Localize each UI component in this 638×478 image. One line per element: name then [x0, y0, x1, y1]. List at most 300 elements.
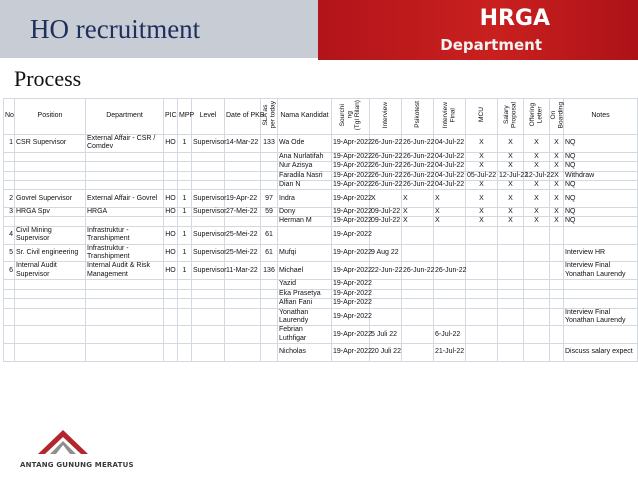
table-row	[4, 171, 638, 180]
table-cell	[402, 344, 434, 362]
table-cell	[466, 262, 498, 280]
table-cell	[278, 226, 332, 244]
column-header-label: Interview	[381, 101, 389, 128]
table-cell: X	[498, 208, 524, 217]
table-cell: 26-Jun-22	[403, 171, 435, 179]
column-header-label: Interview Final	[442, 101, 457, 128]
table-cell	[498, 289, 524, 298]
table-cell	[498, 262, 524, 280]
table-cell: 1	[178, 262, 192, 280]
table-cell: 12-Jul-22	[499, 171, 529, 179]
table-cell: 9 Aug 22	[370, 244, 402, 262]
table-cell: X	[498, 162, 524, 171]
table-cell: 04-Jul-22	[434, 135, 466, 153]
table-cell: 20 Juli 22	[370, 344, 402, 362]
table-cell	[261, 152, 278, 161]
table-cell	[15, 308, 86, 326]
table-body	[4, 135, 638, 362]
table-cell	[192, 289, 225, 298]
table-cell: 136	[261, 262, 278, 280]
table-cell	[164, 171, 178, 180]
table-cell: X	[402, 190, 434, 208]
table-cell: 61	[261, 244, 278, 262]
table-cell: 4	[4, 226, 15, 244]
table-cell: 09-Jul-22	[371, 217, 401, 225]
table-cell	[192, 326, 225, 344]
column-header: Notes	[564, 99, 638, 135]
table-cell: Herman M	[278, 217, 332, 226]
table-cell	[370, 226, 402, 244]
table-row	[4, 208, 638, 217]
table-cell	[192, 299, 225, 308]
table-cell	[4, 280, 15, 289]
table-cell: Febrian Luthfigar	[278, 326, 332, 344]
table-cell: Supervisor	[192, 190, 225, 208]
table-row	[4, 217, 638, 226]
table-cell: Dian N	[278, 181, 332, 190]
table-cell	[178, 171, 192, 180]
table-cell: 133	[261, 135, 278, 153]
table-cell: 19-Apr-2022	[333, 217, 372, 225]
table-cell	[466, 299, 498, 308]
table-cell: 59	[261, 208, 278, 217]
table-cell: 1	[178, 244, 192, 262]
table-cell: Michael	[278, 262, 332, 280]
column-header-label: SLA as per today	[261, 101, 276, 129]
column-header: Department	[86, 99, 164, 135]
table-cell	[261, 280, 278, 289]
table-cell	[86, 299, 164, 308]
table-cell: 04-Jul-22	[435, 181, 465, 189]
column-header-label: On Boarding	[550, 101, 565, 128]
table-row	[4, 244, 638, 262]
table-cell: 19-Apr-2022	[332, 308, 370, 326]
table-cell	[225, 217, 261, 226]
table-cell: Eka Prasetya	[278, 289, 332, 298]
table-cell: X	[550, 152, 564, 161]
column-header: Date of PKB	[225, 99, 261, 135]
table-cell	[178, 217, 192, 226]
table-cell: HO	[164, 244, 178, 262]
table-cell	[15, 171, 86, 180]
table-cell	[466, 244, 498, 262]
table-cell: 6-Jul-22	[434, 326, 466, 344]
table-cell: Supervisor	[192, 244, 225, 262]
table-cell	[370, 299, 402, 308]
table-cell	[15, 344, 86, 362]
table-cell: 26-Jun-22	[403, 152, 435, 160]
table-cell: HO	[164, 135, 178, 153]
column-header	[434, 99, 466, 135]
table-cell	[192, 217, 225, 226]
table-cell: 19-Apr-2022	[333, 289, 372, 297]
table-cell: 61	[261, 226, 278, 244]
table-cell: 26-Jun-22	[371, 171, 403, 179]
brand-band	[318, 0, 638, 60]
table-cell	[4, 162, 15, 171]
table-cell	[15, 152, 86, 161]
table-cell	[550, 308, 564, 326]
table-cell	[164, 152, 178, 161]
table-cell	[261, 289, 278, 298]
table-row	[4, 226, 638, 244]
table-cell: Interview Final Yonathan Laurendy	[564, 262, 638, 280]
column-header-label: Psikotest	[413, 101, 421, 129]
table-cell	[4, 326, 15, 344]
table-cell	[564, 289, 638, 298]
table-cell	[4, 152, 15, 161]
table-cell: X	[524, 217, 550, 226]
table-cell	[225, 171, 261, 180]
table-cell: 5 Juli 22	[370, 326, 402, 344]
column-header	[524, 99, 550, 135]
column-header: PIC	[164, 99, 178, 135]
column-header	[402, 99, 434, 135]
column-header: Level	[192, 99, 225, 135]
table-cell: Yonathan Laurendy	[278, 308, 332, 326]
table-cell	[402, 226, 434, 244]
table-cell	[434, 226, 466, 244]
table-cell: Civil Mining Supervisor	[15, 226, 86, 244]
table-cell	[164, 181, 178, 190]
table-cell: 19-Apr-2022	[332, 244, 370, 262]
column-header: MPP	[178, 99, 192, 135]
table-cell: 19-Apr-2022	[332, 226, 370, 244]
table-cell	[261, 308, 278, 326]
table-cell: 97	[261, 190, 278, 208]
table-cell	[164, 308, 178, 326]
table-cell	[402, 299, 434, 308]
table-cell	[524, 280, 550, 289]
table-cell: X	[466, 208, 498, 217]
table-cell: X	[498, 135, 524, 153]
column-header	[370, 99, 402, 135]
table-cell	[434, 244, 466, 262]
table-cell: 6	[4, 262, 15, 280]
table-cell	[550, 244, 564, 262]
table-cell	[4, 344, 15, 362]
table-cell	[402, 326, 434, 344]
table-cell: X	[466, 135, 498, 153]
table-cell	[402, 308, 434, 326]
table-cell: 19-Apr-2022	[333, 299, 372, 307]
table-cell	[4, 308, 15, 326]
table-cell	[402, 280, 434, 289]
table-cell	[550, 299, 564, 308]
table-cell: NQ	[564, 135, 638, 153]
table-cell	[498, 308, 524, 326]
table-cell: 19-Apr-2022	[333, 280, 372, 288]
table-cell: Wa Ode	[278, 135, 332, 153]
table-cell	[524, 308, 550, 326]
slide-header	[0, 0, 638, 60]
table-cell	[178, 344, 192, 362]
table-cell	[4, 299, 15, 308]
table-cell	[86, 326, 164, 344]
table-cell: 14-Mar-22	[225, 135, 261, 153]
table-cell: X	[466, 181, 498, 190]
column-header	[466, 99, 498, 135]
table-cell	[261, 181, 278, 190]
table-cell: External Affair - CSR / Comdev	[86, 135, 164, 153]
table-cell	[261, 162, 278, 171]
table-cell: Nur Azisya	[278, 162, 332, 171]
table-cell: 19-Apr-2022	[332, 262, 370, 280]
table-cell: X	[402, 217, 434, 226]
slide-title: HO recruitment	[30, 13, 201, 44]
table-cell: HRGA	[86, 208, 164, 217]
table-cell	[466, 226, 498, 244]
table-cell	[550, 289, 564, 298]
table-cell	[370, 280, 402, 289]
table-cell	[498, 299, 524, 308]
table-cell: Sr. Civil engineering	[15, 244, 86, 262]
table-cell: X	[550, 217, 564, 226]
table-cell: X	[524, 135, 550, 153]
table-cell	[164, 299, 178, 308]
table-cell	[86, 181, 164, 190]
table-row	[4, 262, 638, 280]
table-cell	[4, 289, 15, 298]
table-cell: X	[466, 162, 498, 171]
table-cell: X	[498, 190, 524, 208]
table-cell	[4, 217, 15, 226]
table-cell: Supervisor	[192, 262, 225, 280]
table-cell: X	[524, 190, 550, 208]
table-cell	[261, 326, 278, 344]
table-cell	[550, 226, 564, 244]
table-row	[4, 162, 638, 171]
table-cell	[86, 280, 164, 289]
table-cell	[86, 152, 164, 161]
table-cell: Govrel Supervisor	[15, 190, 86, 208]
column-header-label: Offering Letter	[529, 103, 544, 127]
table-cell	[498, 280, 524, 289]
column-header-label: Sourchi ng (Tgl Rilan)	[339, 99, 362, 130]
table-cell	[261, 217, 278, 226]
table-row	[4, 181, 638, 190]
table-cell	[466, 280, 498, 289]
table-row	[4, 299, 638, 308]
table-cell	[225, 289, 261, 298]
table-cell	[15, 289, 86, 298]
table-cell: 26-Jun-22	[434, 262, 466, 280]
table-cell: X	[524, 181, 550, 190]
table-cell: Infrastruktur - Transhipment	[86, 244, 164, 262]
table-cell	[225, 280, 261, 289]
table-cell	[15, 326, 86, 344]
table-cell	[466, 326, 498, 344]
table-cell: 19-Apr-2022	[332, 326, 370, 344]
table-cell: X	[524, 152, 550, 161]
table-cell	[434, 299, 466, 308]
table-cell: HO	[165, 208, 176, 216]
table-cell: X	[434, 208, 466, 217]
table-cell: 19-Apr-2022	[333, 181, 372, 189]
table-cell: 25-Mei-22	[225, 226, 261, 244]
table-row	[4, 308, 638, 326]
table-cell	[86, 308, 164, 326]
table-cell	[164, 162, 178, 171]
column-header-label: Salary Proposal	[503, 101, 518, 128]
table-cell	[402, 289, 434, 298]
table-cell	[524, 226, 550, 244]
table-cell	[524, 299, 550, 308]
table-cell: 25-Mei-22	[225, 244, 261, 262]
table-cell	[178, 326, 192, 344]
table-cell	[225, 326, 261, 344]
table-header	[4, 99, 638, 135]
table-row	[4, 326, 638, 344]
table-cell	[550, 326, 564, 344]
table-cell: X	[550, 135, 564, 153]
table-cell: Internal Audit Supervisor	[15, 262, 86, 280]
table-cell	[564, 326, 638, 344]
table-cell: 1	[178, 226, 192, 244]
table-cell	[434, 280, 466, 289]
table-cell: X	[524, 208, 550, 217]
table-cell: 26-Jun-22	[402, 262, 434, 280]
table-cell	[192, 181, 225, 190]
table-cell	[261, 344, 278, 362]
table-cell	[164, 344, 178, 362]
table-cell: Nicholas	[278, 344, 332, 362]
table-cell: Faradila Nasri	[278, 171, 332, 180]
table-cell: X	[466, 190, 498, 208]
table-cell	[225, 344, 261, 362]
table-row	[4, 190, 638, 208]
table-cell	[164, 217, 178, 226]
table-cell	[564, 280, 638, 289]
column-header	[498, 99, 524, 135]
table-cell	[15, 162, 86, 171]
table-cell	[550, 280, 564, 289]
table-cell	[86, 162, 164, 171]
table-cell	[192, 344, 225, 362]
table-cell	[15, 181, 86, 190]
table-cell	[524, 244, 550, 262]
table-cell: 26-Jun-22	[370, 135, 402, 153]
table-cell: X	[402, 208, 434, 217]
table-cell: 05-Jul-22	[467, 171, 497, 179]
table-cell: X	[498, 152, 524, 161]
table-cell	[192, 152, 225, 161]
table-cell	[86, 171, 164, 180]
recruitment-table	[3, 98, 638, 362]
table-cell: 19-Apr-2022	[333, 208, 372, 216]
table-cell	[178, 181, 192, 190]
table-cell: 26-Jun-22	[371, 152, 403, 160]
brand-subtitle: Department	[440, 36, 542, 54]
title-band	[0, 0, 318, 60]
column-header	[332, 99, 370, 135]
table-cell: 04-Jul-22	[435, 152, 465, 160]
table-cell: Indra	[278, 190, 332, 208]
table-cell: 19-Apr-22	[225, 190, 261, 208]
table-cell: NQ	[564, 208, 638, 217]
table-cell: Dony	[278, 208, 332, 217]
table-cell: X	[550, 181, 564, 190]
table-cell: 09-Jul-22	[371, 208, 401, 216]
table-cell: X	[550, 208, 564, 217]
table-cell: 11-Mar-22	[225, 262, 261, 280]
table-cell	[178, 299, 192, 308]
table-header-row	[4, 99, 638, 135]
column-header: Position	[15, 99, 86, 135]
table-cell: 19-Apr-2022	[333, 171, 372, 179]
table-cell: 12-Jul-22	[525, 171, 555, 179]
table-cell: Infrastruktur - Transhipment	[86, 226, 164, 244]
table-cell	[370, 308, 402, 326]
table-cell: HO	[164, 226, 178, 244]
column-header	[261, 99, 278, 135]
table-cell: 1	[178, 135, 192, 153]
table-cell	[164, 326, 178, 344]
table-cell: Interview HR	[564, 244, 638, 262]
table-cell: NQ	[564, 162, 638, 171]
table-cell: NQ	[564, 181, 638, 190]
table-cell: X	[550, 162, 564, 171]
table-cell	[370, 289, 402, 298]
table-row	[4, 280, 638, 289]
table-cell	[466, 344, 498, 362]
table-cell	[4, 181, 15, 190]
table-cell	[524, 326, 550, 344]
table-cell	[225, 152, 261, 161]
table-cell: 04-Jul-22	[435, 171, 465, 179]
table-cell	[524, 262, 550, 280]
table-cell: Discuss salary expect	[564, 344, 638, 362]
table-cell: Ana Nurlatifah	[278, 152, 332, 161]
table-cell	[498, 226, 524, 244]
table-cell	[225, 308, 261, 326]
table-cell: HRGA Spv	[15, 208, 86, 217]
table-cell: CSR Supervisor	[15, 135, 86, 153]
table-cell	[178, 308, 192, 326]
table-cell: Mufqi	[278, 244, 332, 262]
table-row	[4, 289, 638, 298]
table-cell: 26-Jun-22	[403, 181, 435, 189]
table-cell	[225, 162, 261, 171]
column-header: Nama Kandidat	[278, 99, 332, 135]
table-cell	[192, 280, 225, 289]
mountain-roof-logo-icon	[36, 428, 90, 458]
table-cell: 26-Jun-22	[403, 162, 435, 170]
table-cell: X	[550, 190, 564, 208]
table-cell: Withdraw	[564, 171, 638, 180]
table-cell: Yazid	[278, 280, 332, 289]
table-cell: 19-Apr-2022	[332, 190, 370, 208]
table-cell: HO	[164, 262, 178, 280]
table-cell: Internal Audit & Risk Management	[86, 262, 164, 280]
table-cell	[498, 244, 524, 262]
table-cell: X	[550, 171, 564, 180]
table-cell: Supervisor	[193, 208, 227, 216]
table-cell: 26-Jun-22	[402, 135, 434, 153]
table-cell: NQ	[564, 190, 638, 208]
column-header	[550, 99, 564, 135]
table-cell: X	[370, 190, 402, 208]
table-cell: 21-Jul-22	[434, 344, 466, 362]
table-cell: 2	[4, 190, 15, 208]
table-cell: 26-Jun-22	[371, 181, 403, 189]
table-cell	[192, 308, 225, 326]
table-row	[4, 135, 638, 153]
table-cell	[564, 226, 638, 244]
table-cell: HO	[164, 190, 178, 208]
table-cell	[178, 289, 192, 298]
slide-subtitle: Process	[14, 66, 82, 91]
